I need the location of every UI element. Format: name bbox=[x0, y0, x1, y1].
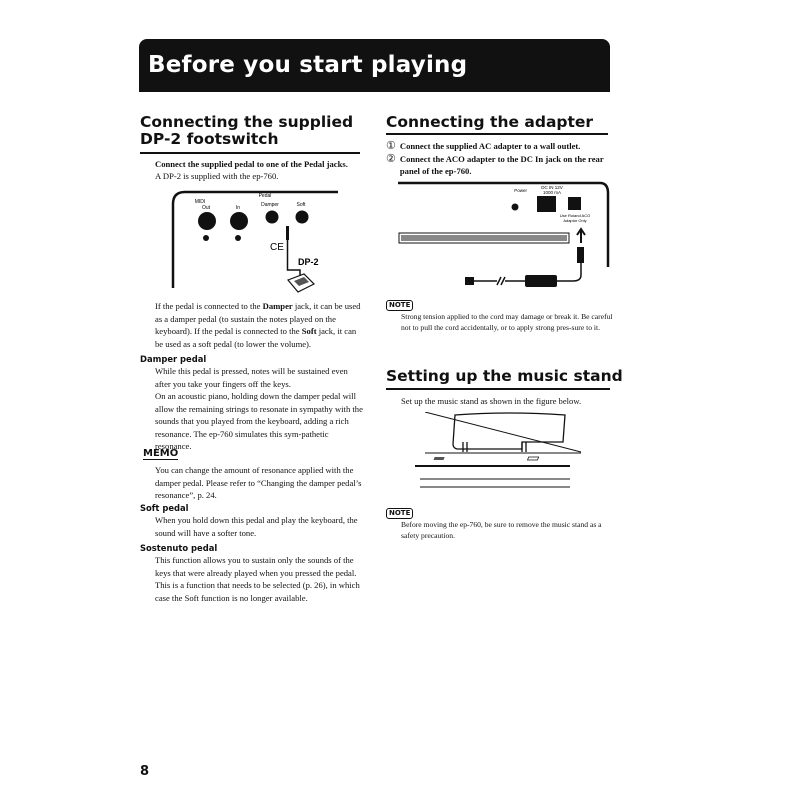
note-icon: NOTE bbox=[386, 508, 413, 519]
text: This is a function that needs to be selected (p. 26), in which case the Soft function is no longer available. bbox=[155, 580, 360, 603]
sostenuto-heading: Sostenuto pedal bbox=[140, 543, 218, 553]
ce-mark: CE bbox=[270, 242, 284, 253]
steps-list bbox=[386, 140, 611, 178]
label-midi: MIDI bbox=[194, 199, 206, 205]
label-adaptor: Adaptor Only bbox=[563, 218, 587, 223]
section-heading-adapter: Connecting the adapter bbox=[386, 113, 594, 131]
note-text: Strong tension applied to the cord may damage or break it. Be careful not to pull the cord accidentally, or to apply strong pres-sure to it. bbox=[401, 312, 613, 332]
pedal-jack-diagram bbox=[170, 188, 340, 300]
adapter-diagram bbox=[395, 175, 615, 295]
memo-icon: MEMO bbox=[143, 448, 179, 459]
text: While this pedal is pressed, notes will be sustained even after you take your fingers off the keys. bbox=[155, 366, 348, 389]
midi-in-jack bbox=[230, 212, 248, 230]
step-number: ① bbox=[386, 140, 396, 152]
step-text: Connect the ACO adapter to the DC In jack on the rear panel of the ep-760. bbox=[399, 153, 604, 176]
label-ma: 1000 mA bbox=[542, 190, 562, 195]
label-use: Use Roland ACO bbox=[559, 213, 591, 218]
soft-jack bbox=[296, 211, 309, 224]
step bbox=[386, 140, 611, 153]
label-out: Out bbox=[201, 205, 211, 211]
note-icon: NOTE bbox=[386, 300, 413, 311]
midi-out-jack bbox=[198, 212, 216, 230]
heading-line: DP-2 footswitch bbox=[140, 130, 279, 148]
text: Soft bbox=[301, 326, 317, 336]
sostenuto-text bbox=[155, 554, 365, 604]
instruction: Connect the supplied pedal to one of the Pedal jacks. bbox=[155, 159, 348, 169]
soft-text: When you hold down this pedal and play the keyboard, the sound will have a softer tone. bbox=[155, 515, 358, 538]
text: This function allows you to sustain only the sounds of the keys that were already played when you pressed the pedal. bbox=[155, 555, 357, 578]
stand-text: Set up the music stand as shown in the figure below. bbox=[401, 396, 582, 406]
damper-text bbox=[155, 365, 365, 453]
text: Damper bbox=[262, 301, 293, 311]
pedal-description bbox=[155, 300, 365, 350]
section-heading-footswitch bbox=[140, 114, 353, 148]
label-pedal: Pedal bbox=[258, 193, 272, 199]
soft-heading: Soft pedal bbox=[140, 503, 189, 513]
divider bbox=[386, 133, 608, 135]
page-number: 8 bbox=[140, 764, 150, 779]
note-text: Before moving the ep-760, be sure to remove the music stand as a safety precaution. bbox=[401, 520, 602, 540]
divider bbox=[386, 388, 610, 390]
damper-jack bbox=[266, 211, 279, 224]
dc-in-jack bbox=[568, 197, 581, 210]
step bbox=[386, 153, 611, 178]
section-heading-music-stand: Setting up the music stand bbox=[386, 367, 623, 385]
page-title: Before you start playing bbox=[148, 52, 468, 78]
label-damper: Damper bbox=[261, 202, 279, 208]
ac-adapter bbox=[525, 275, 557, 287]
step-text: Connect the supplied AC adapter to a wall outlet. bbox=[399, 141, 581, 151]
label-in: In bbox=[235, 205, 241, 211]
label-dcin: DC IN 12V bbox=[541, 185, 563, 190]
heading-line: Connecting the supplied bbox=[140, 113, 354, 131]
step-number: ② bbox=[386, 152, 396, 165]
memo-text: You can change the amount of resonance applied with the damper pedal. Please refer to “Changing the damper pedal’s resonance”, p. 24. bbox=[155, 465, 362, 500]
text: On an acoustic piano, holding down the damper pedal will allow the remaining strings to resonate in sympathy with the sounds that you played from the keyboard, adding a rich resonance. The ep-760 simulates this sym-pathetic resonance. bbox=[155, 391, 363, 451]
text: If the pedal is connected to the bbox=[155, 301, 263, 311]
label-dp2: DP-2 bbox=[298, 257, 319, 267]
power-switch bbox=[537, 196, 556, 212]
music-stand-diagram bbox=[415, 412, 605, 492]
damper-heading: Damper pedal bbox=[140, 354, 207, 364]
divider bbox=[140, 152, 360, 154]
text: jack, it can be used as a damper pedal (to sustain the notes played on the keyboard). If the pedal is connected to the bbox=[155, 301, 361, 336]
label-soft: Soft bbox=[296, 202, 306, 208]
label-power: Power bbox=[514, 188, 527, 193]
intro-text: A DP-2 is supplied with the ep-760. bbox=[155, 171, 279, 181]
text: jack, it can be used as a soft pedal (to lower the volume). bbox=[155, 326, 357, 349]
